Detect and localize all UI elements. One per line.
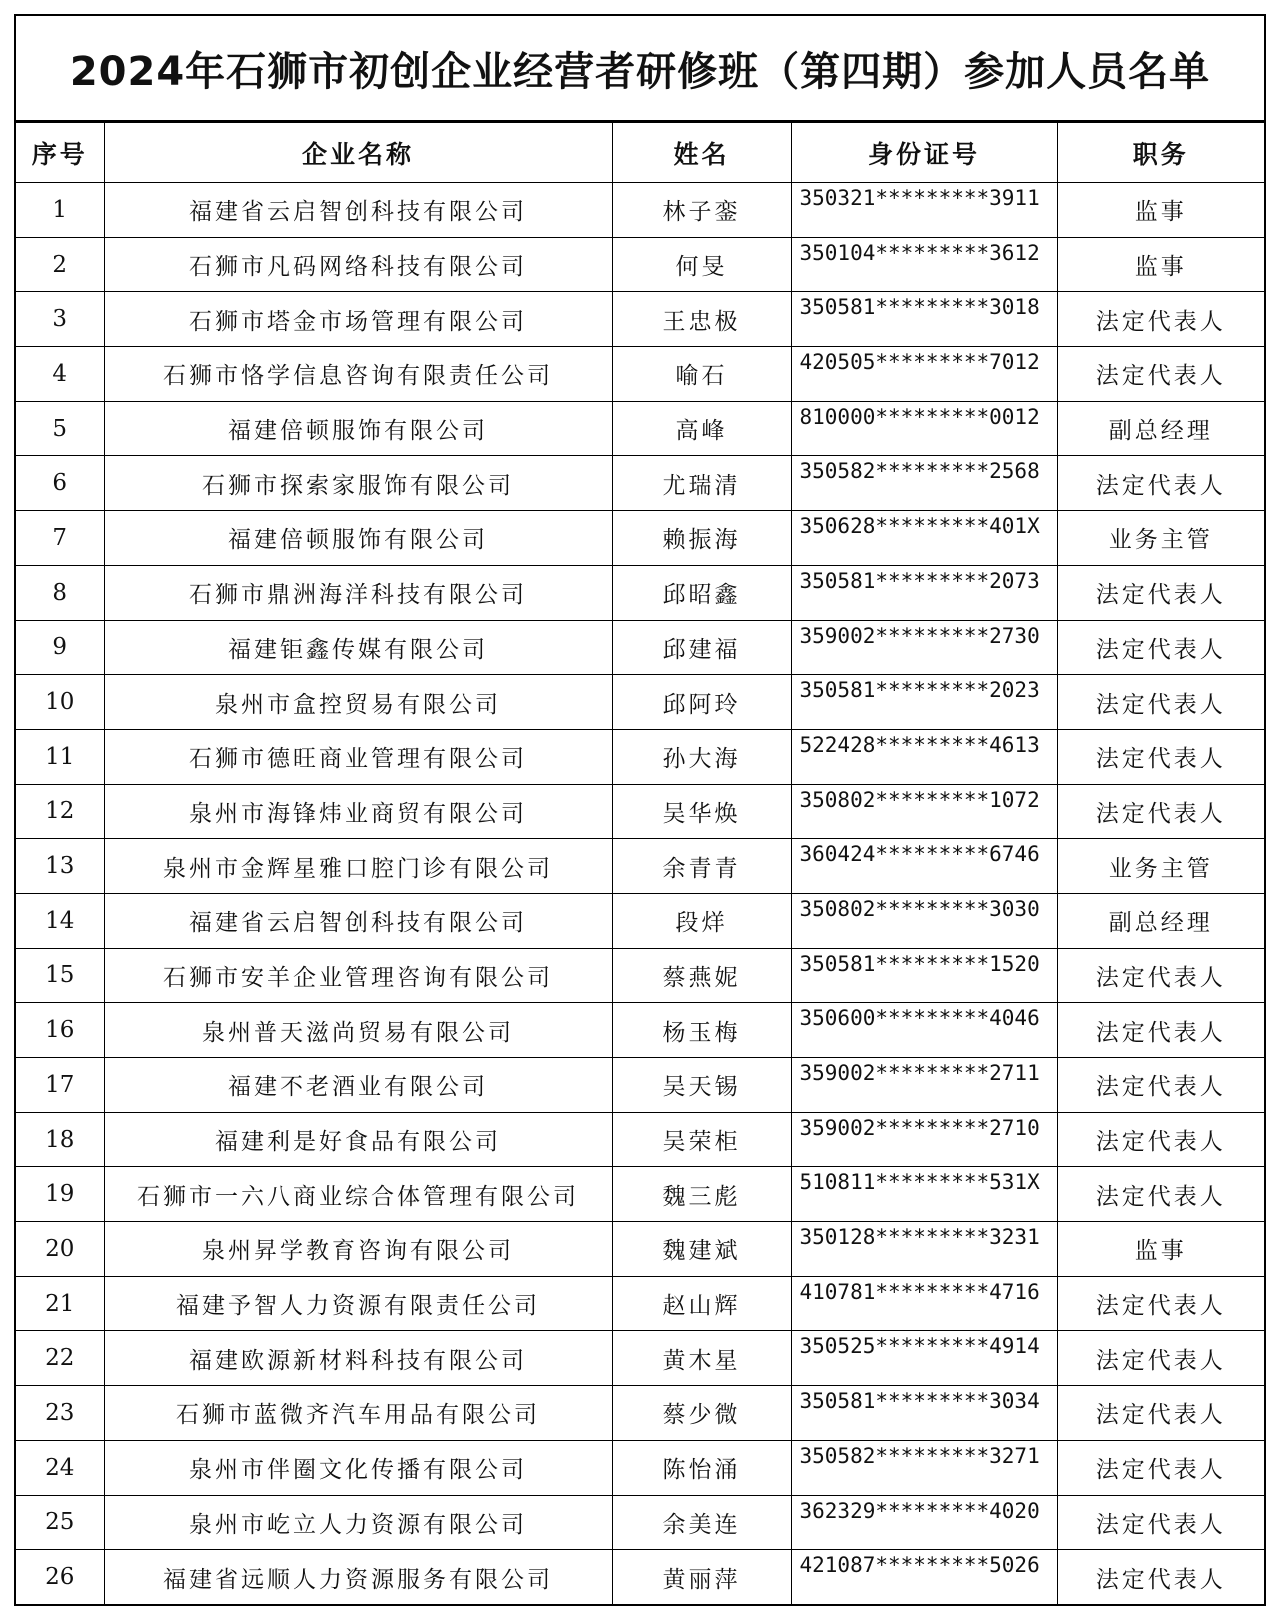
id-number-cell	[791, 347, 1057, 402]
id-number-cell	[791, 511, 1057, 566]
row-seq-cell: 3	[16, 292, 104, 347]
person-name-cell: 邱昭鑫	[612, 565, 791, 620]
id-number-text: 350628*********401X	[799, 514, 1040, 539]
id-number-text: 350802*********3030	[799, 896, 1040, 921]
table-row	[16, 292, 1264, 347]
position-cell: 法定代表人	[1057, 565, 1264, 620]
table-row	[16, 511, 1264, 566]
table-row	[16, 1495, 1264, 1550]
company-name-cell: 福建予智人力资源有限责任公司	[104, 1276, 612, 1331]
company-name-cell: 泉州市金辉星雅口腔门诊有限公司	[104, 839, 612, 894]
position-cell: 法定代表人	[1057, 1495, 1264, 1550]
row-seq-cell: 5	[16, 401, 104, 456]
person-name-cell: 邱阿玲	[612, 675, 791, 730]
company-name-cell: 石狮市凡码网络科技有限公司	[104, 237, 612, 292]
id-number-text: 350582*********2568	[799, 459, 1040, 484]
company-name-cell: 石狮市恪学信息咨询有限责任公司	[104, 347, 612, 402]
id-number-cell	[791, 1495, 1057, 1550]
header-position: 职务	[1057, 123, 1264, 183]
header-seq: 序号	[16, 123, 104, 183]
company-name-cell: 石狮市安羊企业管理咨询有限公司	[104, 948, 612, 1003]
row-seq-cell: 22	[16, 1331, 104, 1386]
row-seq-cell: 18	[16, 1112, 104, 1167]
table-row	[16, 620, 1264, 675]
company-name-cell: 福建利是好食品有限公司	[104, 1112, 612, 1167]
id-number-cell	[791, 1331, 1057, 1386]
person-name-cell: 陈怡涌	[612, 1440, 791, 1495]
table-row	[16, 237, 1264, 292]
id-number-cell	[791, 675, 1057, 730]
table-row	[16, 1112, 1264, 1167]
row-seq-cell: 19	[16, 1167, 104, 1222]
header-company: 企业名称	[104, 123, 612, 183]
id-number-cell	[791, 292, 1057, 347]
id-number-text: 359002*********2711	[799, 1061, 1040, 1085]
person-name-cell: 邱建福	[612, 620, 791, 675]
row-seq-cell: 26	[16, 1550, 104, 1604]
table-row	[16, 1058, 1264, 1113]
position-cell: 法定代表人	[1057, 948, 1264, 1003]
position-cell: 法定代表人	[1057, 675, 1264, 730]
position-cell: 法定代表人	[1057, 347, 1264, 402]
position-cell: 副总经理	[1057, 893, 1264, 948]
company-name-cell: 福建倍顿服饰有限公司	[104, 511, 612, 566]
position-cell: 副总经理	[1057, 401, 1264, 456]
table-body	[16, 183, 1264, 1604]
person-name-cell: 蔡燕妮	[612, 948, 791, 1003]
table-row	[16, 347, 1264, 402]
person-name-cell: 余青青	[612, 839, 791, 894]
position-cell: 法定代表人	[1057, 1386, 1264, 1441]
person-name-cell: 喻石	[612, 347, 791, 402]
row-seq-cell: 6	[16, 456, 104, 511]
id-number-text: 350600*********4046	[799, 1006, 1040, 1031]
company-name-cell: 泉州昇学教育咨询有限公司	[104, 1222, 612, 1277]
person-name-cell: 王忠极	[612, 292, 791, 347]
table-row	[16, 839, 1264, 894]
row-seq-cell: 9	[16, 620, 104, 675]
table-row	[16, 675, 1264, 730]
id-number-cell	[791, 1058, 1057, 1113]
header-id-number: 身份证号	[791, 123, 1057, 183]
roster-table	[16, 122, 1264, 1604]
id-number-text: 410781*********4716	[799, 1279, 1040, 1304]
id-number-cell	[791, 784, 1057, 839]
row-seq-cell: 16	[16, 1003, 104, 1058]
row-seq-cell: 13	[16, 839, 104, 894]
id-number-cell	[791, 456, 1057, 511]
position-cell: 监事	[1057, 237, 1264, 292]
row-seq-cell: 10	[16, 675, 104, 730]
position-cell: 法定代表人	[1057, 620, 1264, 675]
position-cell: 法定代表人	[1057, 1167, 1264, 1222]
company-name-cell: 泉州市屹立人力资源有限公司	[104, 1495, 612, 1550]
id-number-text: 350581*********3018	[799, 295, 1040, 320]
row-seq-cell: 4	[16, 347, 104, 402]
company-name-cell: 石狮市探索家服饰有限公司	[104, 456, 612, 511]
id-number-cell	[791, 183, 1057, 238]
row-seq-cell: 1	[16, 183, 104, 238]
row-seq-cell: 25	[16, 1495, 104, 1550]
id-number-text: 350104*********3612	[799, 240, 1040, 265]
person-name-cell: 赵山辉	[612, 1276, 791, 1331]
id-number-text: 359002*********2710	[799, 1115, 1040, 1140]
position-cell: 法定代表人	[1057, 1550, 1264, 1604]
header-name: 姓名	[612, 123, 791, 183]
row-seq-cell: 20	[16, 1222, 104, 1277]
person-name-cell: 赖振海	[612, 511, 791, 566]
person-name-cell: 余美连	[612, 1495, 791, 1550]
id-number-text: 810000*********0012	[799, 404, 1040, 429]
row-seq-cell: 11	[16, 729, 104, 784]
id-number-cell	[791, 1167, 1057, 1222]
person-name-cell: 杨玉梅	[612, 1003, 791, 1058]
company-name-cell: 福建省远顺人力资源服务有限公司	[104, 1550, 612, 1604]
company-name-cell: 石狮市一六八商业综合体管理有限公司	[104, 1167, 612, 1222]
person-name-cell: 孙大海	[612, 729, 791, 784]
id-number-text: 350581*********3034	[799, 1389, 1040, 1414]
person-name-cell: 林子銮	[612, 183, 791, 238]
company-name-cell: 福建省云启智创科技有限公司	[104, 893, 612, 948]
position-cell: 法定代表人	[1057, 1058, 1264, 1113]
company-name-cell: 泉州普天滋尚贸易有限公司	[104, 1003, 612, 1058]
table-row	[16, 401, 1264, 456]
id-number-cell	[791, 1276, 1057, 1331]
id-number-text: 350525*********4914	[799, 1334, 1040, 1359]
position-cell: 法定代表人	[1057, 1440, 1264, 1495]
company-name-cell: 福建欧源新材料科技有限公司	[104, 1331, 612, 1386]
row-seq-cell: 21	[16, 1276, 104, 1331]
table-row	[16, 948, 1264, 1003]
row-seq-cell: 8	[16, 565, 104, 620]
person-name-cell: 蔡少微	[612, 1386, 791, 1441]
id-number-cell	[791, 948, 1057, 1003]
company-name-cell: 泉州市海锋炜业商贸有限公司	[104, 784, 612, 839]
row-seq-cell: 15	[16, 948, 104, 1003]
id-number-text: 350802*********1072	[799, 787, 1040, 812]
person-name-cell: 吴荣柜	[612, 1112, 791, 1167]
position-cell: 业务主管	[1057, 511, 1264, 566]
row-seq-cell: 7	[16, 511, 104, 566]
table-row	[16, 893, 1264, 948]
table-row	[16, 1440, 1264, 1495]
table-row	[16, 784, 1264, 839]
position-cell: 法定代表人	[1057, 1003, 1264, 1058]
table-row	[16, 1331, 1264, 1386]
person-name-cell: 黄木星	[612, 1331, 791, 1386]
company-name-cell: 福建倍顿服饰有限公司	[104, 401, 612, 456]
id-number-cell	[791, 237, 1057, 292]
row-seq-cell: 14	[16, 893, 104, 948]
id-number-text: 421087*********5026	[799, 1553, 1040, 1578]
person-name-cell: 黄丽萍	[612, 1550, 791, 1604]
id-number-cell	[791, 1112, 1057, 1167]
id-number-cell	[791, 1386, 1057, 1441]
row-seq-cell: 24	[16, 1440, 104, 1495]
table-row	[16, 729, 1264, 784]
header-row	[16, 123, 1264, 183]
person-name-cell: 魏建斌	[612, 1222, 791, 1277]
position-cell: 业务主管	[1057, 839, 1264, 894]
id-number-cell	[791, 1222, 1057, 1277]
table-row	[16, 1550, 1264, 1604]
id-number-cell	[791, 1550, 1057, 1604]
company-name-cell: 泉州市盒控贸易有限公司	[104, 675, 612, 730]
row-seq-cell: 2	[16, 237, 104, 292]
id-number-text: 350321*********3911	[799, 186, 1040, 210]
company-name-cell: 福建不老酒业有限公司	[104, 1058, 612, 1113]
id-number-text: 420505*********7012	[799, 350, 1040, 375]
id-number-text: 350581*********2023	[799, 678, 1040, 703]
position-cell: 监事	[1057, 1222, 1264, 1277]
row-seq-cell: 23	[16, 1386, 104, 1441]
id-number-cell	[791, 401, 1057, 456]
id-number-cell	[791, 1440, 1057, 1495]
id-number-cell	[791, 893, 1057, 948]
position-cell: 法定代表人	[1057, 1331, 1264, 1386]
id-number-text: 350581*********2073	[799, 568, 1040, 593]
position-cell: 法定代表人	[1057, 456, 1264, 511]
person-name-cell: 高峰	[612, 401, 791, 456]
table-row	[16, 1386, 1264, 1441]
id-number-text: 350581*********1520	[799, 951, 1040, 976]
id-number-text: 522428*********4613	[799, 732, 1040, 757]
document-title: 2024年石狮市初创企业经营者研修班（第四期）参加人员名单	[16, 16, 1264, 122]
company-name-cell: 福建省云启智创科技有限公司	[104, 183, 612, 238]
table-row	[16, 1276, 1264, 1331]
row-seq-cell: 12	[16, 784, 104, 839]
id-number-text: 362329*********4020	[799, 1498, 1040, 1523]
company-name-cell: 石狮市塔金市场管理有限公司	[104, 292, 612, 347]
id-number-text: 350582*********3271	[799, 1443, 1040, 1468]
company-name-cell: 石狮市德旺商业管理有限公司	[104, 729, 612, 784]
table-row	[16, 183, 1264, 238]
table-row	[16, 565, 1264, 620]
person-name-cell: 魏三彪	[612, 1167, 791, 1222]
position-cell: 法定代表人	[1057, 292, 1264, 347]
position-cell: 法定代表人	[1057, 729, 1264, 784]
position-cell: 法定代表人	[1057, 1112, 1264, 1167]
person-name-cell: 吴华焕	[612, 784, 791, 839]
id-number-cell	[791, 620, 1057, 675]
table-row	[16, 1003, 1264, 1058]
table-row	[16, 1167, 1264, 1222]
person-name-cell: 尤瑞清	[612, 456, 791, 511]
table-row	[16, 1222, 1264, 1277]
row-seq-cell: 17	[16, 1058, 104, 1113]
position-cell: 监事	[1057, 183, 1264, 238]
table-row	[16, 456, 1264, 511]
company-name-cell: 福建钜鑫传媒有限公司	[104, 620, 612, 675]
id-number-text: 360424*********6746	[799, 842, 1040, 867]
id-number-text: 350128*********3231	[799, 1225, 1040, 1250]
roster-sheet	[14, 14, 1266, 1606]
id-number-cell	[791, 729, 1057, 784]
position-cell: 法定代表人	[1057, 784, 1264, 839]
id-number-text: 510811*********531X	[799, 1170, 1040, 1195]
position-cell: 法定代表人	[1057, 1276, 1264, 1331]
company-name-cell: 泉州市伴圈文化传播有限公司	[104, 1440, 612, 1495]
company-name-cell: 石狮市蓝微齐汽车用品有限公司	[104, 1386, 612, 1441]
company-name-cell: 石狮市鼎洲海洋科技有限公司	[104, 565, 612, 620]
id-number-text: 359002*********2730	[799, 623, 1040, 648]
id-number-cell	[791, 565, 1057, 620]
id-number-cell	[791, 839, 1057, 894]
id-number-cell	[791, 1003, 1057, 1058]
person-name-cell: 段烊	[612, 893, 791, 948]
person-name-cell: 何旻	[612, 237, 791, 292]
person-name-cell: 吴天锡	[612, 1058, 791, 1113]
